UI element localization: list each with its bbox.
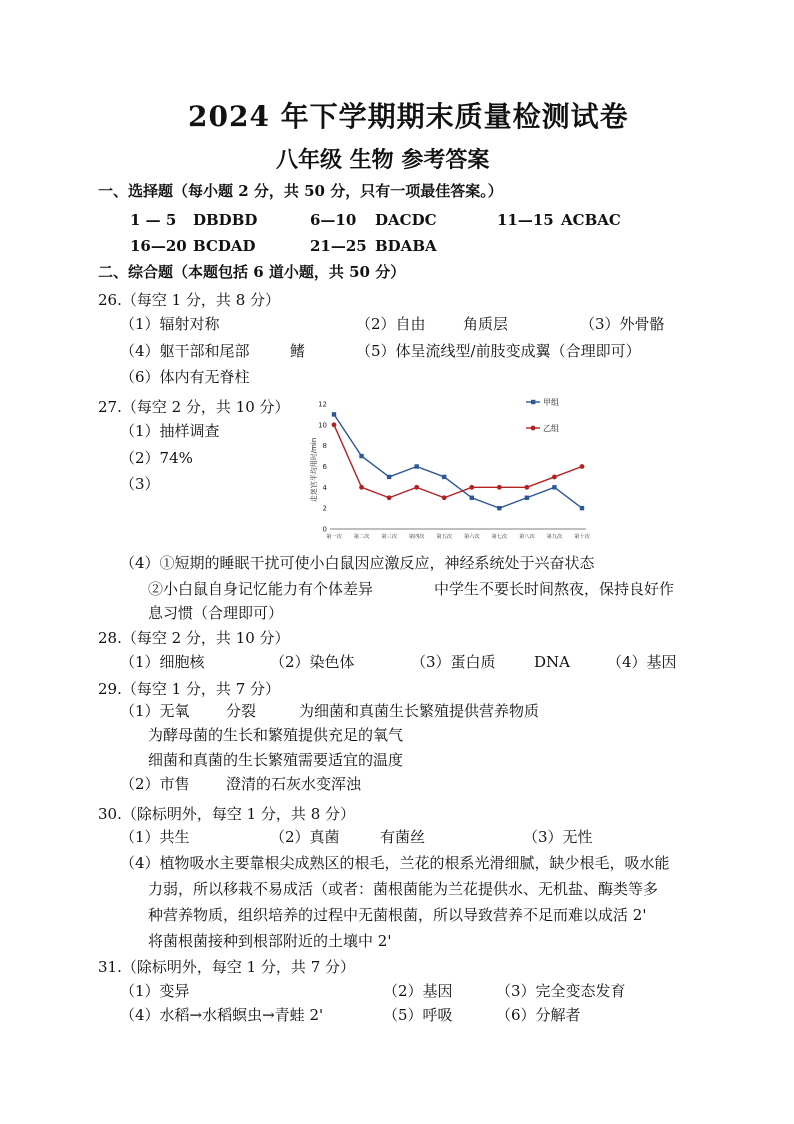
x-tick-label: 第五次 bbox=[436, 534, 453, 540]
data-point bbox=[525, 496, 529, 500]
q29-answer: 细菌和真菌的生长繁殖需要适宜的温度 bbox=[148, 751, 404, 769]
x-tick-label: 第四次 bbox=[408, 534, 425, 540]
answer-key: BCDAD bbox=[193, 237, 256, 255]
page-title: 2024 年下学期期末质量检测试卷 bbox=[188, 100, 629, 133]
q26-answer: （2）自由 bbox=[356, 315, 426, 333]
q30-answer: （3）无性 bbox=[523, 828, 593, 846]
q31-answer: （2）基因 bbox=[383, 982, 453, 1000]
q29-answer: 为细菌和真菌生长繁殖提供营养物质 bbox=[299, 702, 540, 720]
answer-key: DBDBD bbox=[193, 211, 258, 229]
q29-heading: 29.（每空 1 分，共 7 分） bbox=[98, 680, 281, 698]
data-point bbox=[580, 506, 584, 510]
q31-answer: （5）呼吸 bbox=[383, 1006, 453, 1024]
y-tick-label: 2 bbox=[322, 504, 327, 513]
data-point bbox=[470, 496, 474, 500]
q26-answer: （6）体内有无脊柱 bbox=[120, 368, 250, 386]
legend-label: 乙组 bbox=[543, 423, 559, 433]
q31-heading: 31.（除标明外，每空 1 分，共 7 分） bbox=[98, 958, 356, 976]
q26-answer: （1）辐射对称 bbox=[120, 315, 220, 333]
q30-answer: 将菌根菌接种到根部附近的土壤中 2' bbox=[148, 932, 392, 950]
legend-marker bbox=[531, 426, 536, 431]
x-tick-label: 第九次 bbox=[546, 534, 563, 540]
q26-answer: 鳍 bbox=[290, 342, 306, 360]
answer-range: 11—15 bbox=[497, 211, 554, 229]
q27-answer: （2）74% bbox=[120, 449, 193, 467]
answer-range: 16—20 bbox=[130, 237, 187, 255]
data-point bbox=[387, 475, 391, 479]
data-point bbox=[332, 412, 336, 416]
x-tick-label: 第一次 bbox=[326, 534, 342, 540]
q28-answer: （1）细胞核 bbox=[120, 653, 205, 671]
q28-answer: （3）蛋白质 bbox=[411, 653, 496, 671]
data-point bbox=[552, 475, 557, 480]
section2-heading: 二、综合题（本题包括 6 道小题，共 50 分） bbox=[98, 263, 406, 281]
y-tick-label: 0 bbox=[322, 525, 327, 534]
q27-heading: 27.（每空 2 分，共 10 分） bbox=[98, 398, 290, 416]
q28-answer: （2）染色体 bbox=[270, 653, 355, 671]
y-tick-label: 4 bbox=[322, 483, 327, 492]
answer-range: 1 — 5 bbox=[130, 211, 177, 229]
answer-range: 6—10 bbox=[310, 211, 357, 229]
q30-answer: （2）真菌 bbox=[270, 828, 340, 846]
q27-answer: （4）①短期的睡眠干扰可使小白鼠因应激反应，神经系统处于兴奋状态 bbox=[120, 554, 595, 572]
q30-answer: 种营养物质，组织培养的过程中无菌根菌，所以导致营养不足而难以成活 2' bbox=[148, 906, 647, 924]
data-point bbox=[469, 485, 474, 490]
x-tick-label: 第十次 bbox=[574, 534, 590, 540]
q26-answer: （5）体呈流线型/前肢变成翼（合理即可） bbox=[356, 342, 641, 360]
y-tick-label: 8 bbox=[322, 442, 327, 451]
y-tick-label: 12 bbox=[318, 400, 327, 409]
q27-answer: （3） bbox=[120, 475, 160, 493]
data-point bbox=[414, 464, 418, 468]
q31-answer: （6）分解者 bbox=[496, 1006, 581, 1024]
data-point bbox=[524, 485, 529, 490]
q27-answer: 息习惯（合理即可） bbox=[148, 604, 284, 622]
q27-answer: ②小白鼠自身记忆能力有个体差异 bbox=[148, 580, 374, 598]
data-point bbox=[359, 485, 364, 490]
page-subtitle: 八年级 生物 参考答案 bbox=[276, 147, 490, 173]
data-point bbox=[414, 485, 419, 490]
legend-marker bbox=[531, 400, 535, 404]
legend-label: 甲组 bbox=[543, 397, 559, 407]
q29-answer: （2）市售 bbox=[120, 775, 190, 793]
answer-key: ACBAC bbox=[561, 211, 621, 229]
q29-answer: 澄清的石灰水变浑浊 bbox=[226, 775, 362, 793]
q30-answer: （4）植物吸水主要靠根尖成熟区的根毛，兰花的根系光滑细腻，缺少根毛，吸水能 bbox=[120, 854, 670, 872]
q31-answer: （1）变异 bbox=[120, 982, 190, 1000]
q26-heading: 26.（每空 1 分，共 8 分） bbox=[98, 291, 281, 309]
data-point bbox=[359, 454, 363, 458]
q26-answer: （4）躯干部和尾部 bbox=[120, 342, 250, 360]
data-point bbox=[442, 475, 446, 479]
q28-heading: 28.（每空 2 分，共 10 分） bbox=[98, 629, 290, 647]
answer-key: BDABA bbox=[375, 237, 437, 255]
q29-answer: 为酵母菌的生长和繁殖提供充足的氧气 bbox=[148, 726, 404, 744]
q29-answer: 分裂 bbox=[226, 702, 257, 720]
data-point bbox=[332, 422, 337, 427]
q30-heading: 30.（除标明外，每空 1 分，共 8 分） bbox=[98, 805, 356, 823]
q30-answer: 有菌丝 bbox=[380, 828, 426, 846]
section1-heading: 一、选择题（每小题 2 分，共 50 分，只有一项最佳答案。） bbox=[98, 182, 503, 200]
answer-range: 21—25 bbox=[310, 237, 367, 255]
x-tick-label: 第二次 bbox=[353, 534, 370, 540]
data-point bbox=[580, 464, 585, 469]
answer-key: DACDC bbox=[375, 211, 437, 229]
q26-answer: 角质层 bbox=[463, 315, 509, 333]
q30-answer: （1）共生 bbox=[120, 828, 190, 846]
line-chart bbox=[300, 392, 590, 542]
x-tick-label: 第八次 bbox=[519, 534, 535, 540]
data-point bbox=[497, 485, 502, 490]
x-tick-label: 第七次 bbox=[491, 534, 508, 540]
data-point bbox=[387, 495, 392, 500]
y-tick-label: 10 bbox=[318, 421, 327, 430]
q31-answer: （3）完全变态发育 bbox=[496, 982, 626, 1000]
q27-answer: （1）抽样调查 bbox=[120, 422, 220, 440]
y-axis-label: 走迷宫平均用时/min bbox=[310, 437, 318, 503]
x-tick-label: 第六次 bbox=[463, 534, 480, 540]
data-point bbox=[497, 506, 501, 510]
q27-answer: 中学生不要长时间熬夜，保持良好作 bbox=[434, 580, 675, 598]
data-point bbox=[442, 495, 447, 500]
q30-answer: 力弱，所以移栽不易成活（或者：菌根菌能为兰花提供水、无机盐、酶类等多 bbox=[148, 880, 659, 898]
q31-answer: （4）水稻→水稻螟虫→青蛙 2' bbox=[120, 1006, 324, 1024]
q28-answer: DNA bbox=[534, 653, 570, 671]
q28-answer: （4）基因 bbox=[607, 653, 677, 671]
q26-answer: （3）外骨骼 bbox=[580, 315, 665, 333]
data-point bbox=[552, 485, 556, 489]
y-tick-label: 6 bbox=[322, 463, 327, 471]
q29-answer: （1）无氧 bbox=[120, 702, 190, 720]
x-tick-label: 第三次 bbox=[381, 534, 397, 540]
